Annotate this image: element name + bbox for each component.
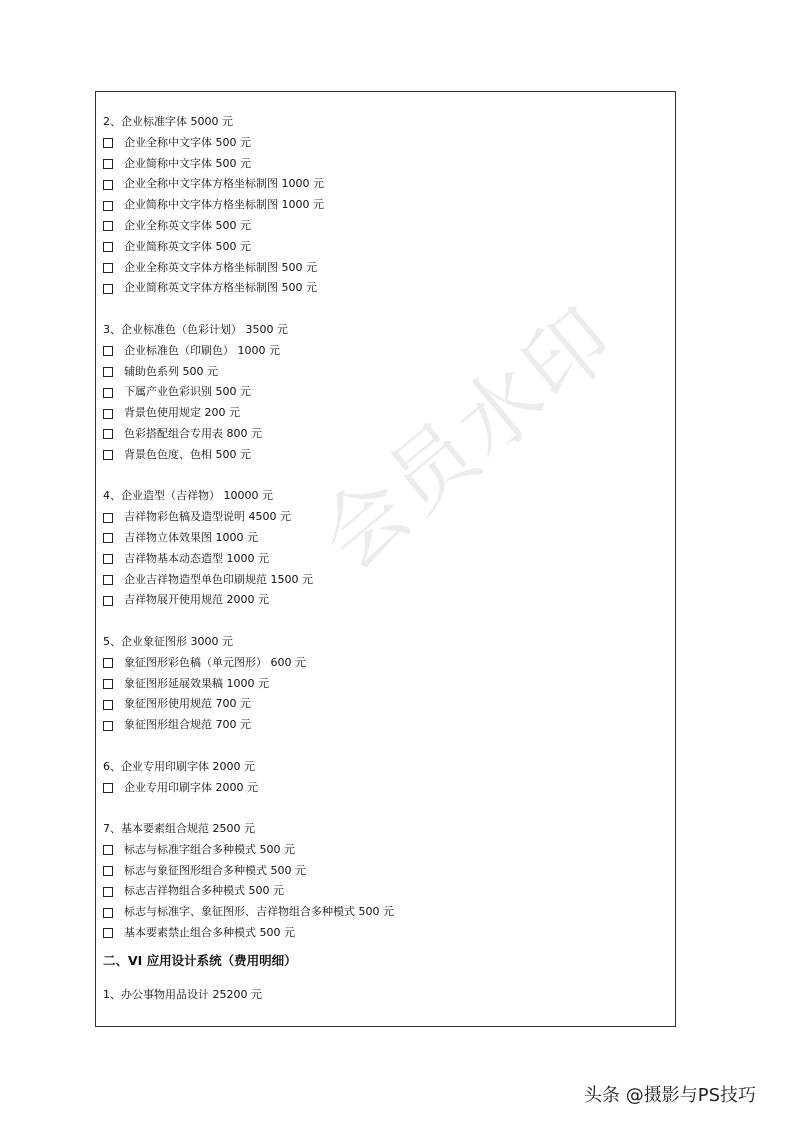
checklist-item [103, 694, 663, 715]
checklist-item [103, 216, 663, 237]
checklist-item-label: 企业简称中文字体方格坐标制图 1000 元 [124, 198, 324, 212]
part-heading: 二、VI 应用设计系统（费用明细） [103, 952, 297, 968]
source-credit: 头条 @摄影与PS技巧 [584, 1085, 757, 1106]
checklist-item-label: 企业全称中文字体 500 元 [124, 135, 251, 149]
checklist-item [103, 174, 663, 195]
checkbox-icon[interactable] [103, 679, 113, 689]
checkbox-icon[interactable] [103, 596, 113, 606]
checkbox-icon[interactable] [103, 887, 113, 897]
checkbox-icon[interactable] [103, 450, 113, 460]
section-heading: 7、基本要素组合规范 2500 元 [103, 822, 255, 836]
checklist-item [103, 341, 663, 362]
checklist-item-label: 背景色色度、色相 500 元 [124, 447, 251, 461]
section-heading: 1、办公事物用品设计 25200 元 [103, 987, 262, 1001]
checkbox-icon[interactable] [103, 845, 113, 855]
checklist-item-label: 吉祥物立体效果图 1000 元 [124, 530, 258, 544]
section-spacer [103, 466, 663, 487]
checklist-item [103, 674, 663, 695]
checklist-item [103, 278, 663, 299]
checklist-item-label: 企业全称英文字体方格坐标制图 500 元 [124, 260, 317, 274]
checklist-item-label: 企业全称英文字体 500 元 [124, 218, 251, 232]
checklist-item [103, 424, 663, 445]
checklist-item-label: 标志与象征图形组合多种模式 500 元 [124, 863, 306, 877]
checklist-item-label: 辅助色系列 500 元 [124, 364, 218, 378]
checkbox-icon[interactable] [103, 721, 113, 731]
checkbox-icon[interactable] [103, 221, 113, 231]
checkbox-icon[interactable] [103, 367, 113, 377]
watermark-text: 会员水印 [301, 287, 635, 589]
checkbox-icon[interactable] [103, 242, 113, 252]
checklist-item [103, 861, 663, 882]
checklist-item-label: 象征图形组合规范 700 元 [124, 718, 251, 732]
checklist-item-label: 标志与标准字、象征图形、吉祥物组合多种模式 500 元 [124, 905, 394, 919]
section-heading: 3、企业标准色（色彩计划） 3500 元 [103, 322, 288, 336]
checkbox-icon[interactable] [103, 388, 113, 398]
checklist-item [103, 840, 663, 861]
section-block [103, 320, 663, 466]
checklist-item-label: 企业专用印刷字体 2000 元 [124, 780, 258, 794]
checklist-item-label: 标志吉祥物组合多种模式 500 元 [124, 884, 284, 898]
checklist-item [103, 445, 663, 466]
section-block [103, 757, 663, 799]
checkbox-icon[interactable] [103, 346, 113, 356]
checkbox-icon[interactable] [103, 783, 113, 793]
checkbox-icon[interactable] [103, 908, 113, 918]
checklist-item [103, 154, 663, 175]
checklist-item [103, 133, 663, 154]
checklist-item-label: 企业简称英文字体方格坐标制图 500 元 [124, 281, 317, 295]
checklist-item-label: 下属产业色彩识别 500 元 [124, 385, 251, 399]
section-spacer [103, 798, 663, 819]
checklist-item-label: 企业全称中文字体方格坐标制图 1000 元 [124, 177, 324, 191]
checklist-item-label: 吉祥物基本动态造型 1000 元 [124, 551, 269, 565]
checklist-item [103, 258, 663, 279]
checkbox-icon[interactable] [103, 928, 113, 938]
checkbox-icon[interactable] [103, 429, 113, 439]
checklist-item-label: 吉祥物展开使用规范 2000 元 [124, 593, 269, 607]
checkbox-icon[interactable] [103, 180, 113, 190]
checklist-item-label: 色彩搭配组合专用表 800 元 [124, 426, 262, 440]
document-content [103, 112, 663, 1005]
checkbox-icon[interactable] [103, 409, 113, 419]
checklist-item-label: 企业吉祥物造型单色印刷规范 1500 元 [124, 572, 313, 586]
section-spacer [103, 299, 663, 320]
checklist-item [103, 362, 663, 383]
section-spacer [103, 736, 663, 757]
checklist-item-label: 标志与标准字组合多种模式 500 元 [124, 842, 295, 856]
checklist-item-label: 象征图形使用规范 700 元 [124, 697, 251, 711]
checklist-item-label: 象征图形彩色稿（单元图形） 600 元 [124, 655, 306, 669]
section-spacer [103, 611, 663, 632]
checklist-item [103, 507, 663, 528]
checkbox-icon[interactable] [103, 533, 113, 543]
checkbox-icon[interactable] [103, 138, 113, 148]
checklist-item [103, 590, 663, 611]
checklist-item-label: 象征图形延展效果稿 1000 元 [124, 676, 269, 690]
checklist-item-label: 企业简称英文字体 500 元 [124, 239, 251, 253]
checkbox-icon[interactable] [103, 263, 113, 273]
section-block [103, 112, 663, 299]
checklist-item [103, 715, 663, 736]
section-block [103, 632, 663, 736]
checklist-item [103, 881, 663, 902]
section-block [103, 486, 663, 611]
checkbox-icon[interactable] [103, 159, 113, 169]
checklist-item [103, 570, 663, 591]
checkbox-icon[interactable] [103, 513, 113, 523]
checklist-item [103, 902, 663, 923]
checklist-item [103, 237, 663, 258]
checklist-item-label: 吉祥物彩色稿及造型说明 4500 元 [124, 510, 291, 524]
section-heading: 6、企业专用印刷字体 2000 元 [103, 759, 255, 773]
checklist-item [103, 653, 663, 674]
checklist-item-label: 企业简称中文字体 500 元 [124, 156, 251, 170]
checklist-item [103, 403, 663, 424]
checkbox-icon[interactable] [103, 866, 113, 876]
checkbox-icon[interactable] [103, 554, 113, 564]
checklist-item-label: 企业标准色（印刷色） 1000 元 [124, 343, 280, 357]
checkbox-icon[interactable] [103, 201, 113, 211]
checklist-item [103, 923, 663, 944]
section-heading: 2、企业标准字体 5000 元 [103, 115, 233, 128]
checklist-item [103, 549, 663, 570]
section-block [103, 819, 663, 944]
checkbox-icon[interactable] [103, 700, 113, 710]
checkbox-icon[interactable] [103, 575, 113, 585]
checklist-item [103, 195, 663, 216]
checklist-item [103, 528, 663, 549]
checkbox-icon[interactable] [103, 284, 113, 294]
checklist-item [103, 778, 663, 799]
checklist-item-label: 基本要素禁止组合多种模式 500 元 [124, 926, 295, 940]
section-heading: 5、企业象征图形 3000 元 [103, 634, 233, 648]
checklist-item [103, 382, 663, 403]
checklist-item-label: 背景色使用规定 200 元 [124, 406, 240, 420]
checkbox-icon[interactable] [103, 658, 113, 668]
section-heading: 4、企业造型（吉祥物） 10000 元 [103, 489, 273, 503]
